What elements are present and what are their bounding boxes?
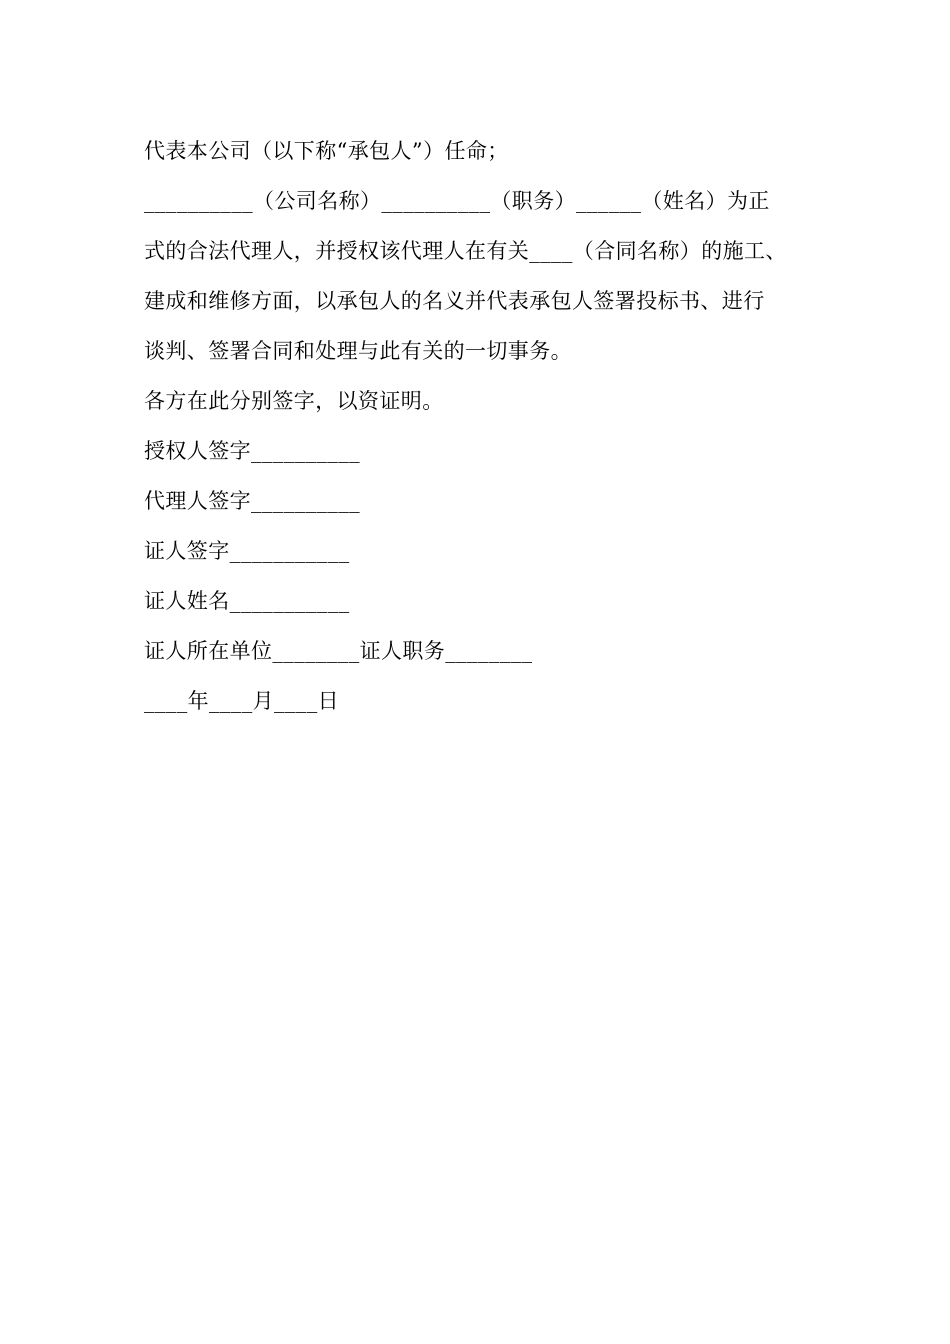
authorization-text-line-3: 谈判、签署合同和处理与此有关的一切事务。 — [144, 339, 572, 363]
authorization-text-line-1: 式的合法代理人，并授权该代理人在有关____（合同名称）的施工、 — [144, 239, 787, 263]
agent-signature-field: 代理人签字__________ — [144, 489, 360, 513]
appointment-intro-text: 代表本公司（以下称“承包人”）任命； — [144, 139, 509, 163]
witness-name-field: 证人姓名___________ — [144, 589, 350, 613]
witness-unit-position-field: 证人所在单位________证人职务________ — [144, 639, 533, 663]
authorizer-signature-field: 授权人签字__________ — [144, 439, 360, 463]
authorization-text-line-2: 建成和维修方面，以承包人的名义并代表承包人签署投标书、进行 — [144, 289, 765, 313]
witness-signature-field: 证人签字___________ — [144, 539, 350, 563]
witness-statement: 各方在此分别签字，以资证明。 — [144, 389, 444, 413]
date-field: ____年____月____日 — [144, 689, 339, 713]
appointee-details-line: __________（公司名称）__________（职务）______（姓名）为正 — [144, 189, 770, 213]
